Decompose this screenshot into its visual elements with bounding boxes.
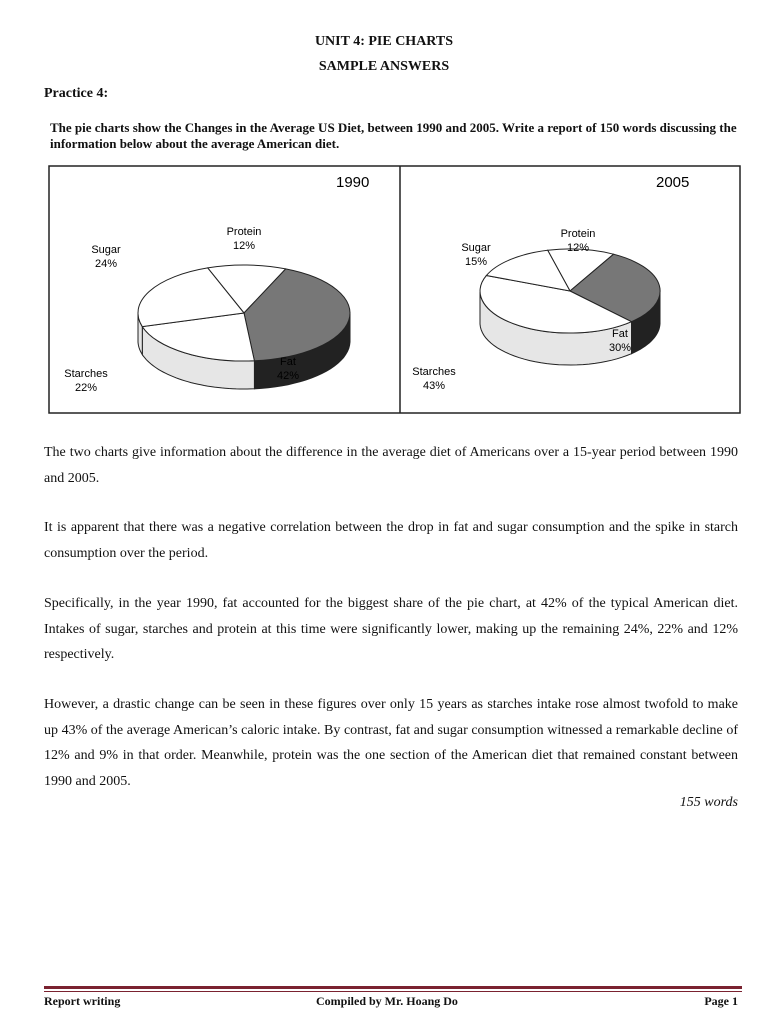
slice-value-starches: 43% bbox=[422, 380, 446, 392]
slice-label-protein: Protein bbox=[560, 228, 596, 240]
slice-label-fat: Fat bbox=[612, 328, 628, 340]
pie-title: 2005 bbox=[656, 174, 690, 191]
footer-rule bbox=[44, 986, 742, 989]
slice-label-sugar: Sugar bbox=[461, 242, 491, 254]
pie-charts-svg bbox=[48, 165, 741, 414]
word-count: 155 words bbox=[679, 795, 738, 810]
slice-label-protein: Protein bbox=[226, 226, 262, 238]
slice-value-protein: 12% bbox=[566, 242, 590, 254]
slice-label-starches: Starches bbox=[412, 366, 456, 378]
task-prompt: The pie charts show the Changes in the Average US Diet, between 1990 and 2005. Write a report of 150 words discussing the information below about the average American diet. bbox=[50, 120, 737, 151]
slice-label-starches: Starches bbox=[64, 368, 108, 380]
practice-label: Practice 4: bbox=[44, 86, 109, 101]
slice-value-sugar: 24% bbox=[94, 258, 118, 270]
pie-charts-figure bbox=[48, 165, 741, 414]
footer-center: Compiled by Mr. Hoang Do bbox=[316, 994, 458, 1008]
paragraph-2: It is apparent that there was a negative correlation between the drop in fat and sugar consumption and the spike in starch consumption over the period. bbox=[44, 520, 738, 561]
slice-label-fat: Fat bbox=[280, 356, 296, 368]
footer-right: Page 1 bbox=[704, 994, 738, 1008]
slice-value-protein: 12% bbox=[232, 240, 256, 252]
slice-value-fat: 42% bbox=[276, 370, 300, 382]
slice-value-fat: 30% bbox=[608, 342, 632, 354]
pie-title: 1990 bbox=[336, 174, 370, 191]
subtitle: SAMPLE ANSWERS bbox=[318, 59, 450, 74]
slice-value-starches: 22% bbox=[74, 382, 98, 394]
unit-title: UNIT 4: PIE CHARTS bbox=[314, 34, 454, 49]
paragraph-1: The two charts give information about the difference in the average diet of Americans over a 15-year period between 1990 and 2005. bbox=[44, 445, 738, 486]
footer-left: Report writing bbox=[44, 994, 121, 1008]
slice-value-sugar: 15% bbox=[464, 256, 488, 268]
paragraph-4: However, a drastic change can be seen in these figures over only 15 years as starches intake rose almost twofold to make up 43% of the average American’s caloric intake. By contrast, fat and sugar consumption witnessed a remarkable decline of 12% and 9% in that order. Meanwhile, protein was the one section of the American diet that remained constant between 1990 and 2005. bbox=[44, 697, 738, 789]
slice-label-sugar: Sugar bbox=[91, 244, 121, 256]
paragraph-3: Specifically, in the year 1990, fat accounted for the biggest share of the pie chart, at 42% of the typical American diet. Intakes of sugar, starches and protein at this time were significantly lower, making up the remaining 24%, 22% and 12% respectively. bbox=[44, 596, 738, 662]
footer-rule-thin bbox=[44, 991, 742, 992]
